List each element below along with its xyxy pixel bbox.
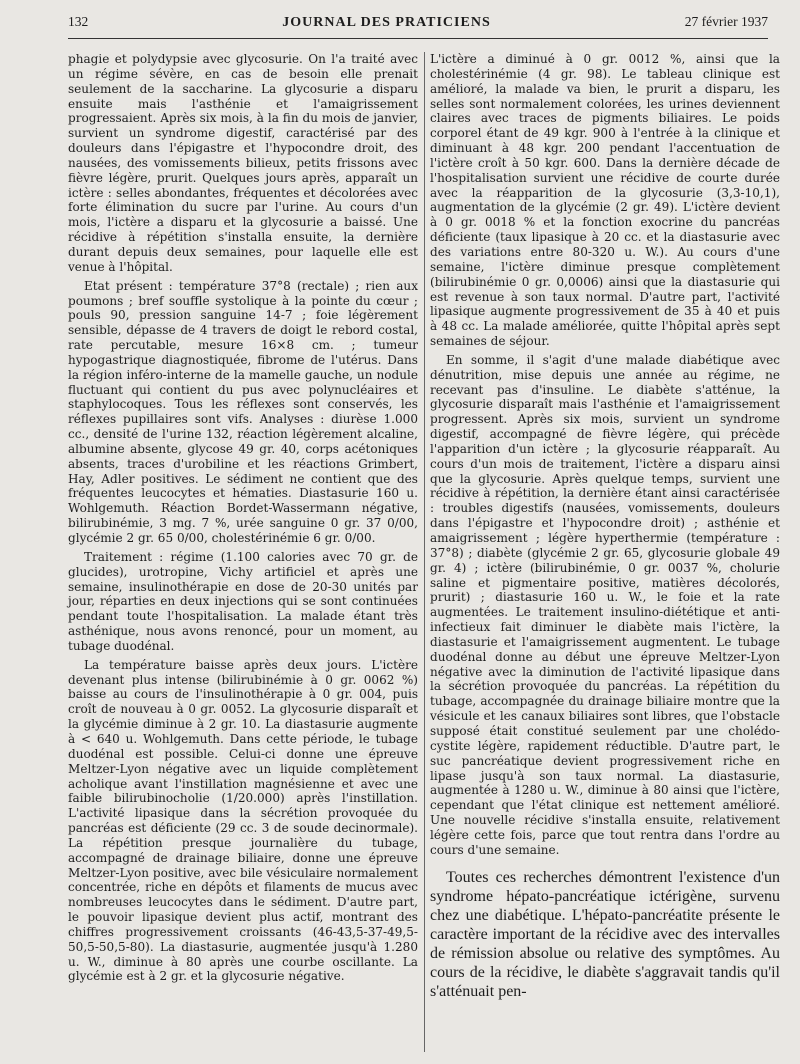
journal-title: JOURNAL DES PRATICIENS bbox=[282, 15, 491, 30]
paragraph: Traitement : régime (1.100 calories avec 70 gr. de glucides), urotropine, Vichy artificiel et après une semaine, insulinothérapie en dose de 20-30 unités par jour, réparties en deux injections qui se sont continuées pendant toute l'hospitalisation. La malade étant très asthénique, nous avons renoncé, pour un moment, au tubage duodénal. bbox=[68, 549, 418, 653]
paragraph: Etat présent : température 37°8 (rectale) ; rien aux poumons ; bref souffle systolique à la pointe du cœur ; pouls 90, pression sanguine 14-7 ; foie légèrement sensible, dépasse de 4 travers de doigt le rebord costal, rate percutable, mesure 16×8 cm. ; tumeur hypogastrique diagnostiquée, fibrome de l'utérus. Dans la région inféro-interne de la mamelle gauche, un nodule fluctuant qui contient du pus avec polynucléaires et staphylocoques. Tous les réflexes sont conservés, les réflexes pupillaires sont vifs. Analyses : diurèse 1.000 cc., densité de l'urine 132, réaction légèrement alcaline, albumine absente, glycose 49 gr. 40, corps acétoniques absents, traces d'urobiline et les réactions Grimbert, Hay, Adler positives. Le sédiment ne contient que des fréquentes leucocytes et hématies. Diastasurie 160 u. Wohlgemuth. Réaction Bordet-Wassermann négative, bilirubinémie, 3 mg. 7 %, urée sanguine 0 gr. 37 0/00, glycémie 2 gr. 65 0/00, cholestérinémie 6 gr. 0/00. bbox=[68, 278, 418, 545]
paragraph: En somme, il s'agit d'une malade diabétique avec dénutrition, mise depuis une année au régime, ne recevant pas d'insuline. Le diabète s'atténue, la glycosurie disparaît mais l'asthénie et l'amaigrissement progressent. Après six mois, survient un syndrome digestif, accompagné de fièvre légère, qui précède l'apparition d'un ictère ; la glycosurie réapparaît. Au cours d'un mois de traitement, l'ictère a disparu ainsi que la glycosurie. Après quelque temps, survient une récidive à répétition, la dernière étant ainsi caractérisée : troubles digestifs (nausées, vomissements, douleurs dans l'épigastre et l'hypocondre droit) ; asthénie et amaigrissement ; légère hyperthermie (température : 37°8) ; diabète (glycémie 2 gr. 65, glycosurie globale 49 gr. 4) ; ictère (bilirubinémie, 0 gr. 0037 %, cholurie saline et pigmentaire positive, matières décolorés, prurit) ; diastasurie 160 u. W., le foie et la rate augmentées. Le traitement insulino-diététique et anti-infectieux fait diminuer le diabète mais l'ictère, la diastasurie et l'amaigrissement augmentent. Le tubage duodénal donne au début une épreuve Meltzer-Lyon négative avec la diminution de l'activité lipasique dans la sécrétion provoquée du pancréas. La répétition du tubage, accompagnée du drainage biliaire montre que la vésicule et les canaux biliaires sont libres, que l'obstacle supposé était constitué seulement par une cholédo-cystite légère, rapidement réductible. D'autre part, le suc pancréatique devient progressivement riche en lipase jusqu'à son taux normal. La diastasurie, augmentée à 1280 u. W., diminue à 80 ainsi que l'ictère, cependant que l'état clinique est nettement amélioré. Une nouvelle récidive s'installa ensuite, relativement légère cette fois, parce que tout rentra dans l'ordre au cours d'une semaine. bbox=[430, 352, 780, 857]
header-rule bbox=[68, 38, 768, 39]
paragraph: La température baisse après deux jours. L'ictère devenant plus intense (bilirubinémie à 0 gr. 0062 %) baisse au cours de l'insulinothérapie à 0 gr. 004, puis croît de nouveau à 0 gr. 0052. La glycosurie disparaît et la glycémie diminue à 2 gr. 10. La diastasurie augmente à < 640 u. Wohlgemuth. Dans cette période, le tubage duodénal est possible. Celui-ci donne une épreuve Meltzer-Lyon négative avec un liquide complètement acholique avant l'instillation magnésienne et avec une faible bilirubinocholie (1/20.000) après l'instillation. L'activité lipasique dans la sécrétion provoquée du pancréas est déficiente (29 cc. 3 de soude decinormale). La répétition presque journalière du tubage, accompagné de drainage biliaire, donne une épreuve Meltzer-Lyon positive, avec bile vésiculaire normalement concentrée, riche en dépôts et filaments de mucus avec nombreuses leucocytes dans le sédiment. D'autre part, le pouvoir lipasique devient plus actif, montrant des chiffres progressivement croissants (46-43,5-37-49,5-50,5-50,5-80). La diastasurie, augmentée jusqu'à 1.280 u. W., diminue à 80 après une courbe oscillante. La glycémie est à 2 gr. et la glycosurie négative. bbox=[68, 657, 418, 984]
left-column bbox=[68, 52, 418, 984]
issue-date: 27 février 1937 bbox=[684, 14, 768, 29]
right-column bbox=[430, 52, 780, 1001]
paragraph: L'ictère a diminué à 0 gr. 0012 %, ainsi que la cholestérinémie (4 gr. 98). Le tableau clinique est amélioré, la malade va bien, le prurit a disparu, les selles sont normalement colorées, les urines deviennent claires avec traces de pigments biliaires. Le poids corporel étant de 49 kgr. 900 à l'entrée à la clinique et diminuant à 48 kgr. 200 pendant l'accentuation de l'ictère croît à 50 kgr. 600. Dans la dernière décade de l'hospitalisation survient une récidive de courte durée avec la réapparition de la glycosurie (3,3-10,1), augmentation de la glycémie (2 gr. 49). L'ictère devient à 0 gr. 0018 % et la fonction exocrine du pancréas déficiente (taux lipasique à 20 cc. et la diastasurie avec des variations entre 80-320 u. W.). Au cours d'une semaine, l'ictère diminue presque complètement (bilirubinémie 0 gr. 0,0006) ainsi que la diastasurie qui est revenue à son taux normal. D'autre part, l'activité lipasique augmente progressivement de 35 à 40 et puis à 48 cc. La malade améliorée, quitte l'hôpital après sept semaines de séjour. bbox=[430, 52, 780, 349]
page-number: 132 bbox=[68, 14, 89, 29]
column-divider bbox=[424, 52, 425, 1052]
paragraph: phagie et polydypsie avec glycosurie. On l'a traité avec un régime sévère, en cas de besoin elle prenait seulement de la saccharine. La glycosurie a disparu ensuite mais l'asthénie et l'amaigrissement progressaient. Après six mois, à la fin du mois de janvier, survient un syndrome digestif, caractérisé par des douleurs dans l'épigastre et l'hypocondre droit, des nausées, des vomissements bilieux, petits frissons avec fièvre légère, prurit. Quelques jours après, apparaît un ictère : selles abondantes, fréquentes et décolorées avec forte élimination du sucre par l'urine. Au cours d'un mois, l'ictère a disparu et la glycosurie a baissé. Une récidive à répétition s'installa ensuite, la dernière durant depuis deux semaines, pour laquelle elle est venue à l'hôpital. bbox=[68, 52, 418, 274]
conclusion-paragraph: Toutes ces recherches démontrent l'existence d'un syndrome hépato-pancréatique ictérigène, survenu chez une diabétique. L'hépato-pancréatite présente le caractère important de la récidive avec des intervalles de rémission absolue ou relative des symptômes. Au cours de la récidive, le diabète s'aggravait tandis qu'il s'atténuait pen- bbox=[430, 868, 780, 1000]
running-header bbox=[68, 14, 768, 36]
